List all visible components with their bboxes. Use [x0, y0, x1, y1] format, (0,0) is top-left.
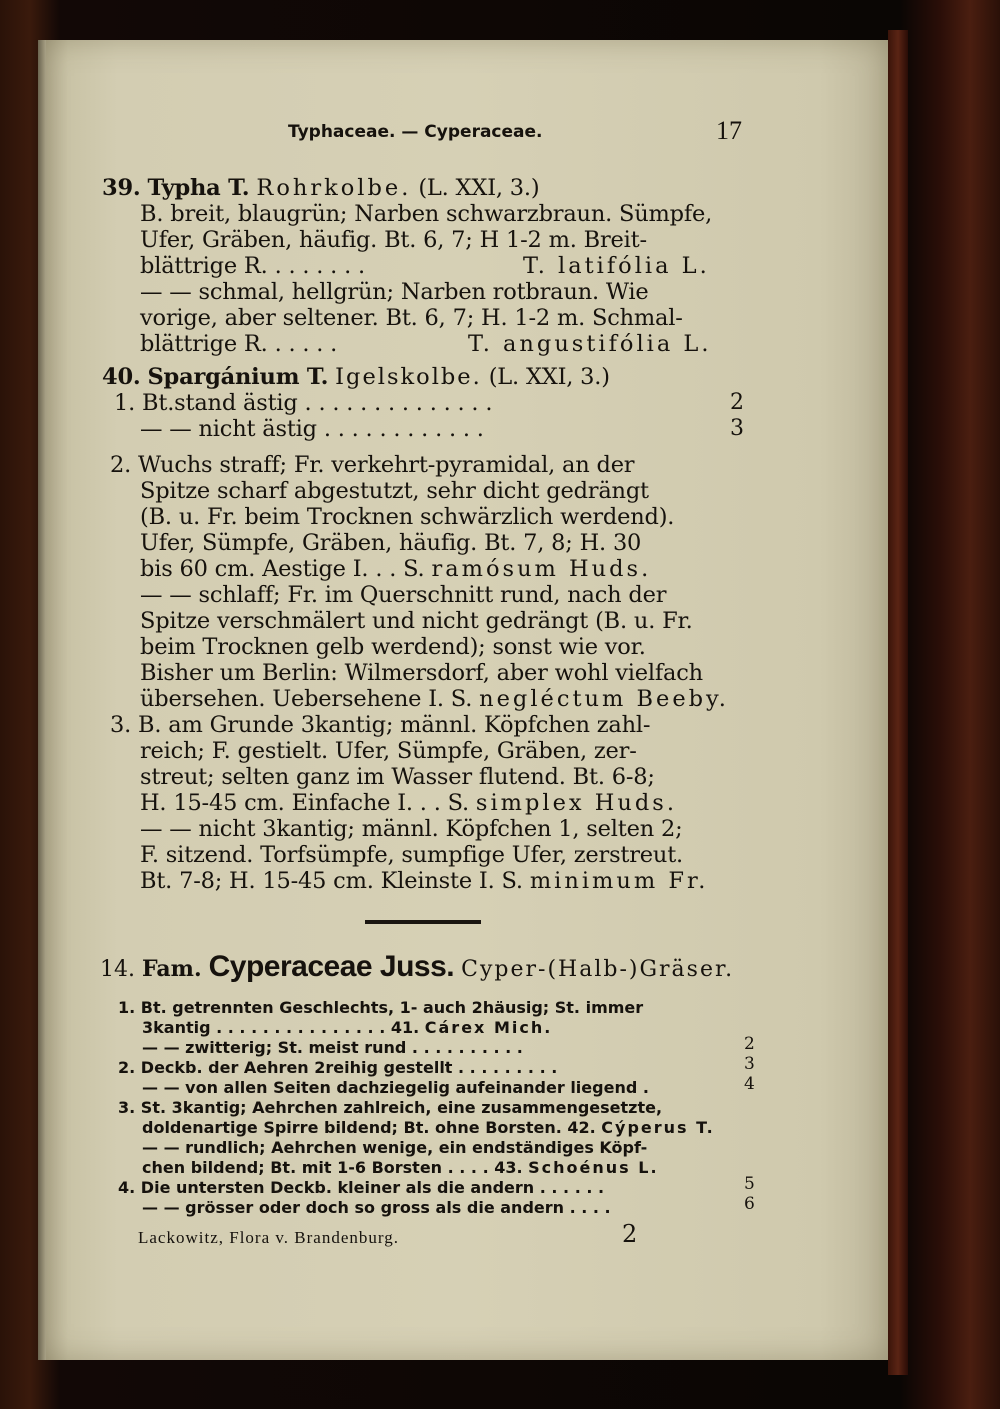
running-header: Typhaceae. — Cyperaceae.	[288, 122, 543, 142]
genus-name: Spargánium T.	[147, 364, 329, 390]
text-span: chen bildend; Bt. mit 1-6 Borsten . . . . 43.	[142, 1158, 523, 1177]
species-name: ramósum Huds.	[431, 556, 652, 582]
text-span: Die untersten Deckb. kleiner als die andern . . . . . .	[140, 1178, 605, 1197]
key-reference: 4	[744, 1074, 755, 1094]
text-span: 3kantig . . . . . . . . . . . . . . . 41.	[142, 1018, 420, 1037]
key-line	[142, 1158, 659, 1177]
text-line: Spitze verschmälert und nicht gedrängt (B. u. Fr.	[140, 608, 693, 634]
key-line	[118, 1058, 557, 1077]
key-line: — — nicht ästig . . . . . . . . . . . .	[140, 416, 484, 442]
entry-number: 40.	[102, 364, 141, 390]
text-line: — — nicht 3kantig; männl. Köpfchen 1, selten 2;	[140, 816, 683, 842]
key-line: — — rundlich; Aehrchen wenige, ein endständiges Köpf-	[142, 1138, 648, 1157]
family-label: Fam.	[142, 956, 202, 982]
genus-reference: Schoénus L.	[528, 1158, 659, 1177]
key-reference: 3	[744, 1054, 755, 1074]
text-line: vorige, aber seltener. Bt. 6, 7; H. 1-2 m. Schmal-	[140, 305, 683, 331]
text-span: bis 60 cm. Aestige I. . . S.	[140, 556, 425, 582]
genus-reference: Cýperus T.	[601, 1118, 715, 1137]
key-number: 2.	[118, 1058, 136, 1077]
key-number: 2.	[110, 452, 132, 478]
section-divider	[365, 920, 481, 924]
key-line: — — zwitterig; St. meist rund . . . . . . . . . .	[142, 1038, 523, 1057]
key-line	[118, 1178, 604, 1197]
key-line	[118, 1098, 662, 1117]
text-span: B. am Grunde 3kantig; männl. Köpfchen zahl-	[138, 712, 651, 738]
species-name: T. angustifólia L.	[468, 331, 712, 357]
key-line	[114, 390, 492, 416]
text-line	[140, 686, 729, 712]
text-span: blättrige R. . . . . .	[140, 331, 338, 357]
family-german-name: Cyper-(Halb-)Gräser.	[461, 957, 735, 982]
key-line: — — von allen Seiten dachziegelig aufeinander liegend .	[142, 1078, 649, 1097]
key-number: 1.	[118, 998, 136, 1017]
entry-39	[102, 175, 539, 201]
species-name: T. latifólia L.	[523, 253, 710, 279]
text-span: blättrige R. . . . . . . .	[140, 253, 365, 279]
entry-40	[102, 364, 610, 390]
text-span: H. 15-45 cm. Einfache I. . . S.	[140, 790, 469, 816]
text-span: St. 3kantig; Aehrchen zahlreich, eine zusammengesetzte,	[140, 1098, 663, 1117]
key-line: — — grösser oder doch so gross als die andern . . . .	[142, 1198, 611, 1217]
linnaean-class: (L. XXI, 3.)	[418, 175, 540, 201]
genus-name: Typha T.	[147, 175, 250, 201]
text-line	[140, 556, 651, 582]
family-number: 14.	[100, 957, 135, 982]
key-reference: 2	[744, 1034, 755, 1054]
species-name: simplex Huds.	[475, 790, 677, 816]
text-line	[140, 331, 712, 357]
text-span: doldenartige Spirre bildend; Bt. ohne Borsten. 42.	[142, 1118, 596, 1137]
key-line	[110, 452, 634, 478]
key-number: 4.	[118, 1178, 136, 1197]
key-reference: 3	[730, 416, 744, 441]
text-line: streut; selten ganz im Wasser flutend. Bt. 6-8;	[140, 764, 655, 790]
text-line: beim Trocknen gelb werdend); sonst wie vor.	[140, 634, 646, 660]
entry-number: 39.	[102, 175, 141, 201]
key-line	[142, 1118, 715, 1137]
family-name: Cyperaceae Juss.	[208, 950, 455, 983]
text-line	[140, 790, 677, 816]
sheet-number: 2	[622, 1220, 638, 1248]
text-span: Bt. 7-8; H. 15-45 cm. Kleinste I. S.	[140, 868, 523, 894]
key-number: 1.	[114, 390, 136, 416]
book-cover-edge	[888, 30, 908, 1375]
page-number: 17	[716, 116, 742, 145]
key-reference: 2	[730, 390, 744, 415]
text-line: — — schlaff; Fr. im Querschnitt rund, nach der	[140, 582, 667, 608]
key-line	[118, 998, 643, 1017]
key-number: 3.	[110, 712, 132, 738]
text-span: Wuchs straff; Fr. verkehrt-pyramidal, an der	[138, 452, 635, 478]
key-line	[142, 1018, 552, 1037]
text-line: Spitze scharf abgestutzt, sehr dicht gedrängt	[140, 478, 649, 504]
linnaean-class: (L. XXI, 3.)	[488, 364, 610, 390]
text-line: (B. u. Fr. beim Trocknen schwärzlich werdend).	[140, 504, 675, 530]
text-line: reich; F. gestielt. Ufer, Sümpfe, Gräben, zer-	[140, 738, 637, 764]
key-number: 3.	[118, 1098, 136, 1117]
text-line	[140, 868, 708, 894]
book-page	[38, 40, 888, 1360]
text-line: B. breit, blaugrün; Narben schwarzbraun. Sümpfe,	[140, 201, 713, 227]
key-line	[110, 712, 650, 738]
text-span: übersehen. Uebersehene I. S.	[140, 686, 473, 712]
text-line: Bisher um Berlin: Wilmersdorf, aber wohl vielfach	[140, 660, 703, 686]
species-name: negléctum Beeby.	[479, 686, 729, 712]
text-line	[140, 253, 710, 279]
german-name: Igelskolbe.	[335, 364, 482, 390]
key-reference: 6	[744, 1194, 755, 1214]
family-heading	[100, 950, 734, 984]
species-name: minimum Fr.	[529, 868, 709, 894]
key-reference: 5	[744, 1174, 755, 1194]
text-line: — — schmal, hellgrün; Narben rotbraun. Wie	[140, 279, 649, 305]
text-line: Ufer, Sümpfe, Gräben, häufig. Bt. 7, 8; H. 30	[140, 530, 642, 556]
genus-reference: Cárex Mich.	[424, 1018, 553, 1037]
text-span: Bt. getrennten Geschlechts, 1- auch 2häusig; St. immer	[140, 998, 644, 1017]
text-line: Ufer, Gräben, häufig. Bt. 6, 7; H 1-2 m. Breit-	[140, 227, 647, 253]
text-line: F. sitzend. Torfsümpfe, sumpfige Ufer, zerstreut.	[140, 842, 684, 868]
sheet-signature: Lackowitz, Flora v. Brandenburg.	[138, 1228, 399, 1247]
page-gutter	[38, 40, 46, 1360]
text-span: Bt.stand ästig . . . . . . . . . . . . . .	[142, 390, 493, 416]
german-name: Rohrkolbe.	[256, 175, 412, 201]
text-span: Deckb. der Aehren 2reihig gestellt . . . . . . . . .	[140, 1058, 558, 1077]
